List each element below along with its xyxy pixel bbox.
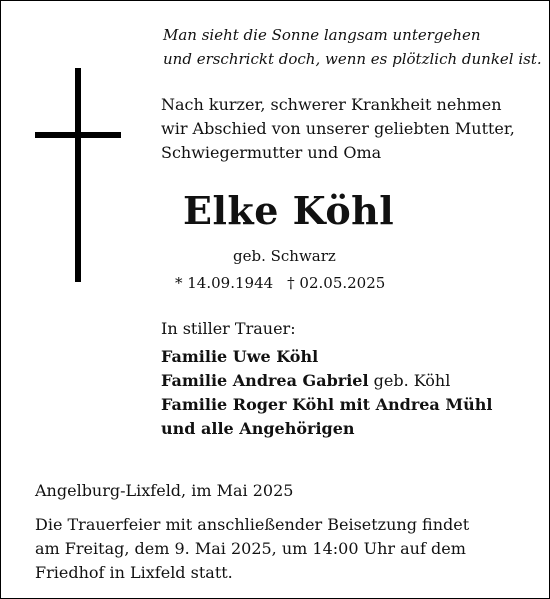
motto-quote <box>163 23 543 71</box>
mourners-heading: In stiller Trauer: <box>161 319 296 338</box>
intro-text <box>161 93 546 165</box>
life-dates <box>175 273 385 293</box>
cross-horizontal-bar <box>35 132 121 138</box>
intro-line-2: wir Abschied von unserer geliebten Mutter, <box>161 119 515 138</box>
death-date: † 02.05.2025 <box>287 274 386 292</box>
motto-line-1: Man sieht die Sonne langsam untergehen <box>163 26 481 44</box>
family-uwe-name: Familie Uwe Köhl <box>161 347 319 366</box>
family-andrea-maiden: geb. Köhl <box>368 371 451 390</box>
all-relatives-text: und alle Angehörigen <box>161 419 355 438</box>
funeral-line-1: Die Trauerfeier mit anschließender Beisetzung findet <box>35 515 470 534</box>
intro-line-3: Schwiegermutter und Oma <box>161 143 382 162</box>
place-date: Angelburg-Lixfeld, im Mai 2025 <box>35 481 294 500</box>
all-relatives <box>161 417 546 441</box>
mourners-block <box>161 317 546 441</box>
family-roger <box>161 393 546 417</box>
family-andrea <box>161 369 546 393</box>
family-uwe <box>161 345 546 369</box>
birth-date: * 14.09.1944 <box>175 274 274 292</box>
funeral-line-2: am Freitag, dem 9. Mai 2025, um 14:00 Uhr auf dem <box>35 539 466 558</box>
cross-icon <box>35 68 121 282</box>
intro-line-1: Nach kurzer, schwerer Krankheit nehmen <box>161 95 502 114</box>
funeral-line-3: Friedhof in Lixfeld statt. <box>35 563 233 582</box>
deceased-name: Elke Köhl <box>183 188 395 233</box>
family-andrea-name: Familie Andrea Gabriel <box>161 371 369 390</box>
maiden-name: geb. Schwarz <box>233 247 336 265</box>
funeral-info <box>35 513 540 585</box>
motto-line-2: und erschrickt doch, wenn es plötzlich dunkel ist. <box>163 50 542 68</box>
family-roger-name: Familie Roger Köhl mit Andrea Mühl <box>161 395 493 414</box>
cross-vertical-bar <box>75 68 81 282</box>
